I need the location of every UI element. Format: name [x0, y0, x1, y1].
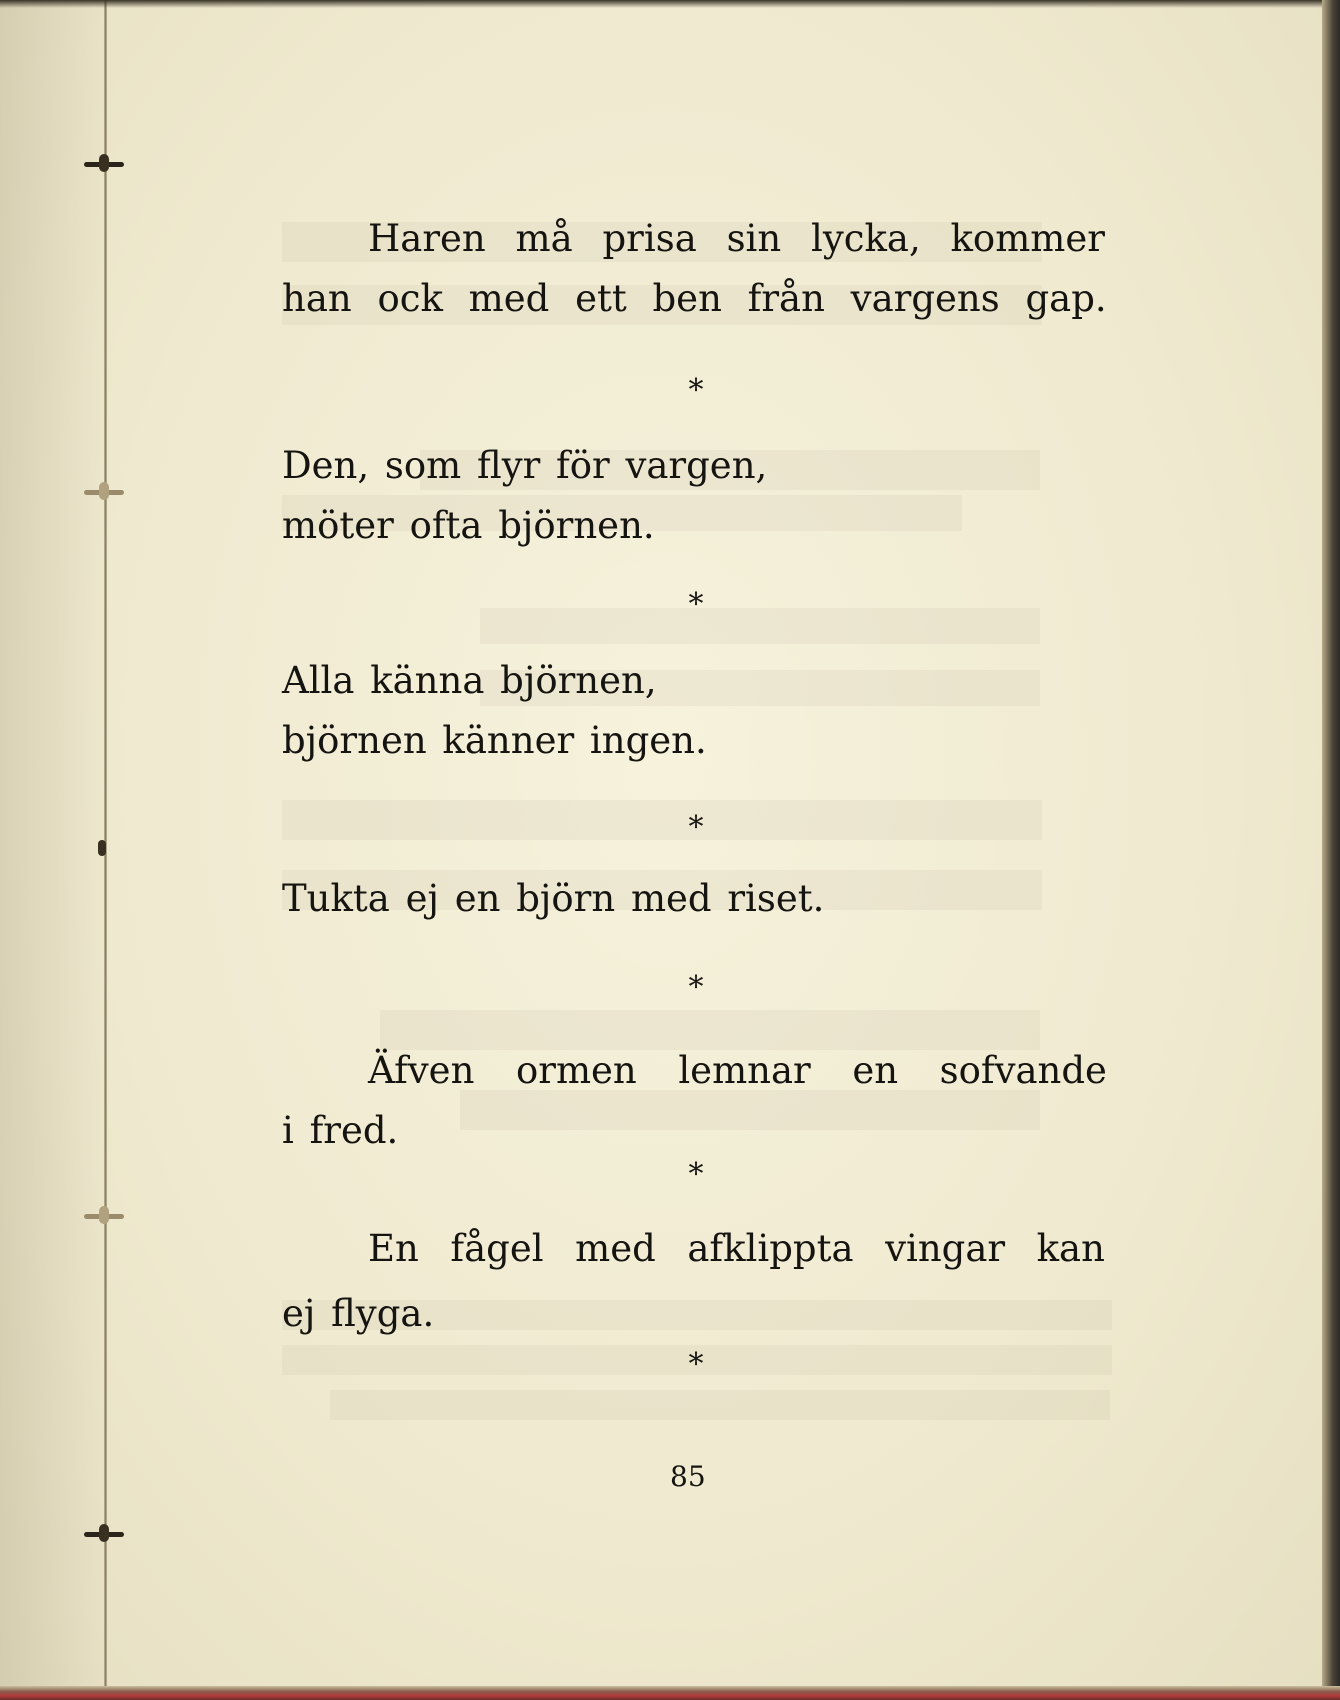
word: fågel: [450, 1227, 544, 1270]
proverb-line: han ock med ett ben från vargens gap.: [282, 277, 1107, 320]
word: kan: [1036, 1227, 1105, 1270]
word: afklippta: [687, 1227, 854, 1270]
word: Äfven: [368, 1049, 475, 1092]
bleed-through-shadow: [282, 800, 1042, 840]
word: En: [368, 1227, 419, 1270]
separator-asterisk: *: [688, 1157, 704, 1192]
stitch-mark: [84, 1530, 124, 1538]
bleed-through-shadow: [330, 1390, 1110, 1420]
word: med: [575, 1227, 656, 1270]
proverb-line: Den, som flyr för vargen,: [282, 444, 768, 487]
separator-asterisk: *: [688, 810, 704, 845]
word: Haren: [368, 217, 486, 260]
stitch-mark: [84, 488, 124, 496]
proverb-line-justified: [368, 1049, 1107, 1092]
word: lemnar: [678, 1049, 811, 1092]
word: ormen: [515, 1049, 637, 1092]
word: sin: [726, 217, 782, 260]
separator-asterisk: *: [688, 587, 704, 622]
bleed-through-shadow: [480, 608, 1040, 644]
proverb-line-justified: [368, 1227, 1105, 1270]
proverb-line: Tukta ej en björn med riset.: [282, 877, 825, 920]
stitch-mark: [84, 850, 124, 858]
proverb-line: i fred.: [282, 1109, 399, 1152]
proverb-line-justified: [368, 217, 1105, 260]
word: kommer: [950, 217, 1105, 260]
proverb-line: Alla känna björnen,: [282, 659, 657, 702]
proverb-line: björnen känner ingen.: [282, 719, 707, 762]
word: lycka,: [811, 217, 921, 260]
stitch-mark: [84, 1212, 124, 1220]
book-right-edge: [1322, 0, 1340, 1700]
proverb-line: möter ofta björnen.: [282, 504, 655, 547]
separator-asterisk: *: [688, 373, 704, 408]
separator-asterisk: *: [688, 1347, 704, 1382]
page-number: 85: [670, 1460, 706, 1493]
word: sofvande: [939, 1049, 1107, 1092]
separator-asterisk: *: [688, 970, 704, 1005]
word: en: [852, 1049, 899, 1092]
page-top-edge: [0, 0, 1340, 8]
word: må: [515, 217, 573, 260]
word: vingar: [885, 1227, 1006, 1270]
proverb-line: ej flyga.: [282, 1292, 435, 1335]
word: prisa: [602, 217, 697, 260]
bleed-through-shadow: [380, 1010, 1040, 1050]
book-bottom-edge: [0, 1686, 1340, 1700]
gutter-shade: [0, 0, 110, 1688]
bleed-through-shadow: [460, 1090, 1040, 1130]
stitch-mark: [84, 160, 124, 168]
